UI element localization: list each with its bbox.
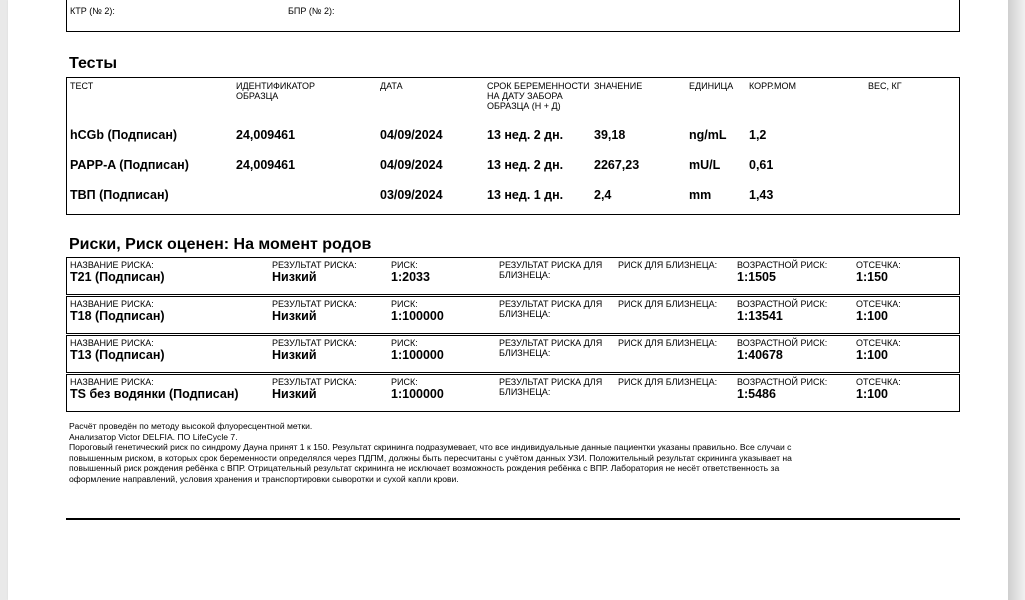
risk-row-2-cutoff-label: ОТСЕЧКА:: [856, 299, 901, 309]
test-row-2-term: 13 нед. 2 дн.: [487, 158, 564, 172]
risk-row-2-name: T18 (Подписан): [70, 309, 165, 323]
risk-row-3-twin-result-label: РЕЗУЛЬТАТ РИСКА ДЛЯ БЛИЗНЕЦА:: [499, 338, 603, 358]
risk-row-2-cutoff: 1:100: [856, 309, 888, 323]
note-line-4: повышенным риском, в которых срок беременности определялся через ПДПМ, должны быть пересчитаны с учётом данных УЗИ. Положительный результат скрининга указывает на: [69, 452, 792, 463]
bottom-divider: [66, 518, 960, 520]
test-row-2-unit: mU/L: [689, 158, 721, 172]
note-line-3: Пороговый генетический риск по синдрому Дауна принят 1 к 150. Результат скрининга подразумевает, что все индивидуальные данные пациентки указаны правильно. Все случаи с: [69, 442, 792, 452]
col-header-sample-id: ИДЕНТИФИКАТОР ОБРАЗЦА: [236, 81, 315, 101]
risk-row-3-twin-risk-label: РИСК ДЛЯ БЛИЗНЕЦА:: [618, 338, 718, 348]
risk-row-4-result-label: РЕЗУЛЬТАТ РИСКА:: [272, 377, 357, 387]
risk-row-3-age-risk: 1:40678: [737, 348, 783, 362]
risk-row-1-twin-result-label: РЕЗУЛЬТАТ РИСКА ДЛЯ БЛИЗНЕЦА:: [499, 260, 603, 280]
risk-row-4-result: Низкий: [272, 387, 317, 401]
risk-row-4-age-risk: 1:5486: [737, 387, 776, 401]
risk-row-2-twin-result-label: РЕЗУЛЬТАТ РИСКА ДЛЯ БЛИЗНЕЦА:: [499, 299, 603, 319]
risk-row-3-age-risk-label: ВОЗРАСТНОЙ РИСК:: [737, 338, 828, 348]
risk-row-1-twin-risk-label: РИСК ДЛЯ БЛИЗНЕЦА:: [618, 260, 718, 270]
risk-row-2-twin-risk-label: РИСК ДЛЯ БЛИЗНЕЦА:: [618, 299, 718, 309]
risk-row-4-twin-result-label: РЕЗУЛЬТАТ РИСКА ДЛЯ БЛИЗНЕЦА:: [499, 377, 603, 397]
risk-row-2-risk-label: РИСК:: [391, 299, 418, 309]
risk-row-2-name-label: НАЗВАНИЕ РИСКА:: [70, 299, 154, 309]
risks-title: Риски, Риск оценен: На момент родов: [69, 236, 372, 253]
col-header-date: ДАТА: [380, 81, 403, 91]
risk-row-4-name-label: НАЗВАНИЕ РИСКА:: [70, 377, 154, 387]
risk-row-3-name-label: НАЗВАНИЕ РИСКА:: [70, 338, 154, 348]
test-row-3-value: 2,4: [594, 188, 612, 202]
risk-row-4-cutoff: 1:100: [856, 387, 888, 401]
risk-row-2-result: Низкий: [272, 309, 317, 323]
risk-row-1-risk-label: РИСК:: [391, 260, 418, 270]
risk-row-1-cutoff: 1:150: [856, 270, 888, 284]
risk-row-3-cutoff-label: ОТСЕЧКА:: [856, 338, 901, 348]
note-line-2: Анализатор Victor DELFIA. ПО LifeCycle 7.: [69, 431, 238, 442]
risk-row-4-age-risk-label: ВОЗРАСТНОЙ РИСК:: [737, 377, 828, 387]
risk-row-3-cutoff: 1:100: [856, 348, 888, 362]
risk-row-2-result-label: РЕЗУЛЬТАТ РИСКА:: [272, 299, 357, 309]
risk-row-4-twin-risk-label: РИСК ДЛЯ БЛИЗНЕЦА:: [618, 377, 718, 387]
test-row-3-name: ТВП (Подписан): [70, 188, 169, 202]
notes-block: [69, 421, 919, 484]
test-row-3-term: 13 нед. 1 дн.: [487, 188, 564, 202]
risk-row-2-risk: 1:100000: [391, 309, 444, 323]
bpr-label: БПР (№ 2):: [288, 6, 335, 16]
test-row-1-sample-id: 24,009461: [236, 128, 296, 142]
col-header-term: СРОК БЕРЕМЕННОСТИ НА ДАТУ ЗАБОРА ОБРАЗЦА (Н + Д): [487, 81, 590, 111]
risk-row-1-result: Низкий: [272, 270, 317, 284]
risk-row-1-age-risk-label: ВОЗРАСТНОЙ РИСК:: [737, 260, 828, 270]
test-row-2-value: 2267,23: [594, 158, 640, 172]
risk-row-1-result-label: РЕЗУЛЬТАТ РИСКА:: [272, 260, 357, 270]
test-row-2-mom: 0,61: [749, 158, 774, 172]
risk-row-1-name-label: НАЗВАНИЕ РИСКА:: [70, 260, 154, 270]
risk-row-4-risk-label: РИСК:: [391, 377, 418, 387]
risk-row-1-name: T21 (Подписан): [70, 270, 165, 284]
patient-params-box: [66, 0, 960, 32]
tests-title: Тесты: [69, 55, 118, 72]
risk-row-1-risk: 1:2033: [391, 270, 430, 284]
col-header-weight: ВЕС, КГ: [868, 81, 902, 91]
risk-row-1-age-risk: 1:1505: [737, 270, 776, 284]
risk-row-3-risk: 1:100000: [391, 348, 444, 362]
note-line-1: Расчёт проведён по методу высокой флуоресцентной метки.: [69, 421, 313, 431]
test-row-2-date: 04/09/2024: [380, 158, 443, 172]
test-row-1-date: 04/09/2024: [380, 128, 443, 142]
col-header-test: ТЕСТ: [70, 81, 94, 91]
risk-row-2-age-risk: 1:13541: [737, 309, 783, 323]
risk-row-4-cutoff-label: ОТСЕЧКА:: [856, 377, 901, 387]
test-row-3-mom: 1,43: [749, 188, 774, 202]
risk-row-2-age-risk-label: ВОЗРАСТНОЙ РИСК:: [737, 299, 828, 309]
risk-row-4-risk: 1:100000: [391, 387, 444, 401]
risk-row-4-name: TS без водянки (Подписан): [70, 387, 239, 401]
note-line-5: повышенный риск рождения ребёнка с ВПР. Отрицательный результат скрининга не исключает возможность рождения ребёнка с ВПР. Лаборатория не несёт ответственность за: [69, 463, 780, 473]
test-row-2-sample-id: 24,009461: [236, 158, 296, 172]
test-row-2-name: PAPP-A (Подписан): [70, 158, 189, 172]
col-header-value: ЗНАЧЕНИЕ: [594, 81, 643, 91]
note-line-6: оформление направлений, условия хранения и транспортировки сыворотки и сухой капли крови.: [69, 473, 459, 484]
col-header-mom: КОРР.МОМ: [749, 81, 796, 91]
test-row-1-term: 13 нед. 2 дн.: [487, 128, 564, 142]
test-row-1-mom: 1,2: [749, 128, 767, 142]
risk-row-3-risk-label: РИСК:: [391, 338, 418, 348]
test-row-3-unit: mm: [689, 188, 712, 202]
risk-row-3-result-label: РЕЗУЛЬТАТ РИСКА:: [272, 338, 357, 348]
risk-row-3-result: Низкий: [272, 348, 317, 362]
col-header-unit: ЕДИНИЦА: [689, 81, 734, 91]
test-row-3-date: 03/09/2024: [380, 188, 443, 202]
page-edge-shadow: [1008, 0, 1025, 600]
risk-row-3-name: T13 (Подписан): [70, 348, 165, 362]
test-row-1-value: 39,18: [594, 128, 626, 142]
test-row-1-unit: ng/mL: [689, 128, 727, 142]
risk-row-1-cutoff-label: ОТСЕЧКА:: [856, 260, 901, 270]
test-row-1-name: hCGb (Подписан): [70, 128, 178, 142]
ktr-label: КТР (№ 2):: [70, 6, 115, 16]
